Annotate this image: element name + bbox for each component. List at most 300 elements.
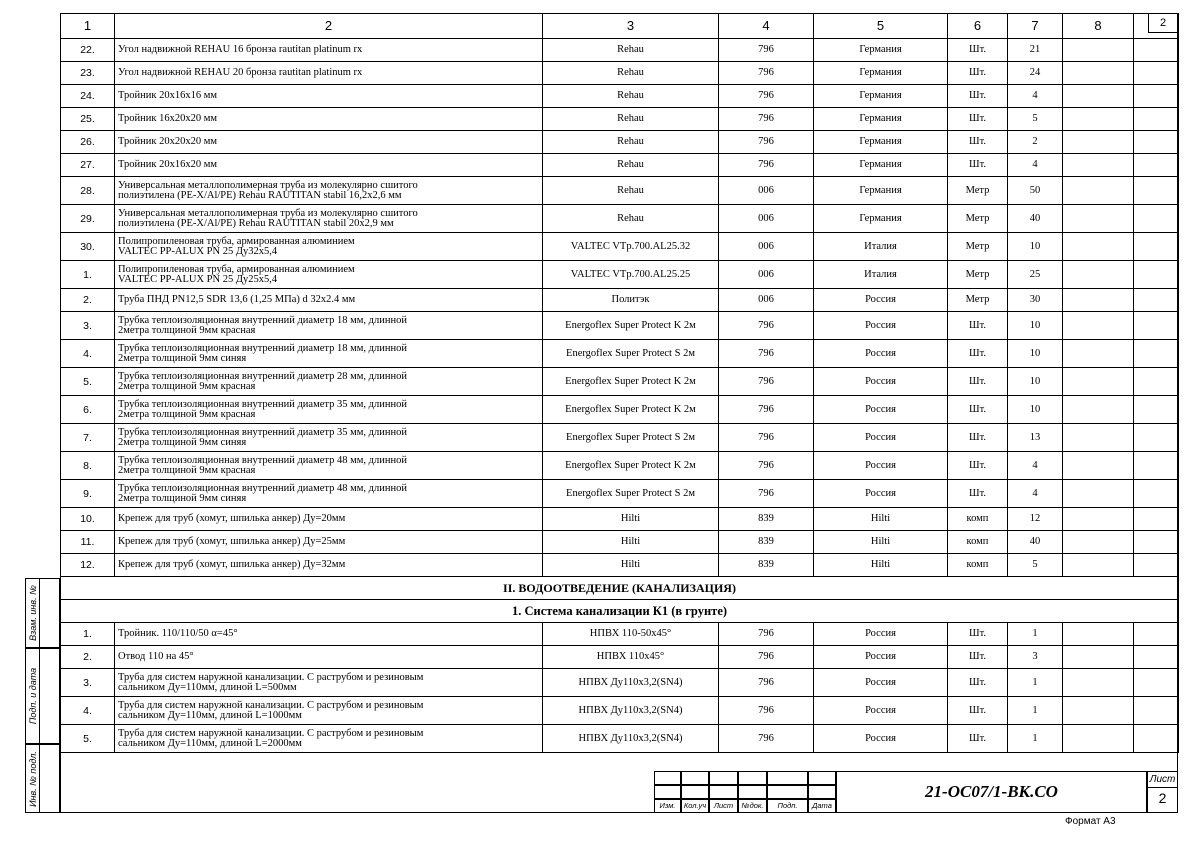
- item-mark: Hilti: [543, 508, 719, 531]
- item-name-line: Универсальная металлополимерная труба из молекулярно сшитого: [118, 207, 418, 219]
- item-code: 796: [719, 154, 814, 177]
- item-name: [115, 289, 543, 312]
- item-code: 839: [719, 508, 814, 531]
- item-name-line: Полипропиленовая труба, армированная алюминием: [118, 263, 355, 275]
- item-name-line: 2метра толщиной 9мм синяя: [118, 492, 247, 504]
- item-mark: Rehau: [543, 85, 719, 108]
- item-name: [115, 312, 543, 340]
- item-manufacturer: Россия: [814, 646, 948, 669]
- title-block-cell: [808, 785, 836, 799]
- side-label: Инв. № подл.: [27, 750, 38, 807]
- title-block-cell: [767, 785, 808, 799]
- row-number: 8.: [61, 452, 115, 480]
- row-number: 28.: [61, 177, 115, 205]
- item-col8: [1063, 312, 1134, 340]
- item-name-line: VALTEC PP-ALUX PN 25 Ду32х5,4: [118, 245, 278, 257]
- item-mark: НПВХ 110х45°: [543, 646, 719, 669]
- side-label: Взам. инв. №: [27, 585, 38, 641]
- section-header-row: [61, 577, 1179, 600]
- row-number: 29.: [61, 205, 115, 233]
- item-quantity: 10: [1008, 233, 1063, 261]
- item-name-line: Угол надвижной REHAU 20 бронза rautitan platinum rx: [118, 67, 363, 78]
- item-code: 006: [719, 261, 814, 289]
- row-number: 2.: [61, 646, 115, 669]
- item-unit: Шт.: [948, 368, 1008, 396]
- item-unit: Шт.: [948, 340, 1008, 368]
- row-number: 23.: [61, 62, 115, 85]
- column-header: 7: [1008, 14, 1063, 39]
- item-mark: Rehau: [543, 39, 719, 62]
- item-col9: [1134, 177, 1179, 205]
- row-number: 30.: [61, 233, 115, 261]
- title-block-cell: [767, 799, 808, 813]
- item-unit: Метр: [948, 233, 1008, 261]
- table-row: [61, 154, 1179, 177]
- item-manufacturer: Германия: [814, 62, 948, 85]
- item-quantity: 2: [1008, 131, 1063, 154]
- item-unit: Шт.: [948, 85, 1008, 108]
- item-col8: [1063, 340, 1134, 368]
- item-name-line: сальником Ду=110мм, длиной L=1000мм: [118, 709, 302, 721]
- table-row: [61, 623, 1179, 646]
- item-mark: Energoflex Super Protect K 2м: [543, 368, 719, 396]
- item-mark: Hilti: [543, 531, 719, 554]
- item-name: [115, 368, 543, 396]
- item-col8: [1063, 508, 1134, 531]
- item-manufacturer: Россия: [814, 424, 948, 452]
- item-code: 796: [719, 424, 814, 452]
- item-unit: Шт.: [948, 108, 1008, 131]
- item-col9: [1134, 289, 1179, 312]
- title-block-column-label: Подп.: [777, 801, 798, 810]
- item-unit: Шт.: [948, 646, 1008, 669]
- item-col9: [1134, 697, 1179, 725]
- item-col8: [1063, 646, 1134, 669]
- table-row: [61, 312, 1179, 340]
- item-name: [115, 697, 543, 725]
- item-name-line: сальником Ду=110мм, длиной L=2000мм: [118, 737, 302, 749]
- item-quantity: 40: [1008, 205, 1063, 233]
- item-col9: [1134, 623, 1179, 646]
- title-block-cell: [681, 771, 709, 785]
- item-manufacturer: Hilti: [814, 554, 948, 577]
- item-col8: [1063, 62, 1134, 85]
- item-code: 796: [719, 312, 814, 340]
- item-unit: Метр: [948, 261, 1008, 289]
- item-unit: комп: [948, 554, 1008, 577]
- item-mark: Energoflex Super Protect S 2м: [543, 424, 719, 452]
- row-number: 12.: [61, 554, 115, 577]
- item-manufacturer: Россия: [814, 669, 948, 697]
- item-col8: [1063, 669, 1134, 697]
- item-col8: [1063, 85, 1134, 108]
- item-mark: Rehau: [543, 62, 719, 85]
- row-number: 2.: [61, 289, 115, 312]
- item-unit: Шт.: [948, 39, 1008, 62]
- item-name-line: Трубка теплоизоляционная внутренний диаметр 48 мм, длинной: [118, 482, 407, 494]
- table-row: [61, 108, 1179, 131]
- item-name-line: Труба для систем наружной канализации. С раструбом и резиновым: [118, 727, 424, 739]
- side-label: Подп. и дата: [27, 667, 38, 725]
- item-name-line: Тройник. 110/110/50 α=45°: [118, 628, 238, 639]
- item-name-line: Крепеж для труб (хомут, шпилька анкер) Ду=25мм: [118, 536, 346, 547]
- item-code: 796: [719, 396, 814, 424]
- side-stamp-sign-date: [25, 648, 60, 744]
- row-number: 3.: [61, 312, 115, 340]
- title-block-cell: [654, 799, 681, 813]
- table-row: [61, 396, 1179, 424]
- item-manufacturer: Россия: [814, 623, 948, 646]
- item-unit: комп: [948, 531, 1008, 554]
- row-number: 25.: [61, 108, 115, 131]
- row-number: 26.: [61, 131, 115, 154]
- item-quantity: 40: [1008, 531, 1063, 554]
- table-row: [61, 177, 1179, 205]
- item-name-line: Труба ПНД PN12,5 SDR 13,6 (1,25 МПа) d 32х2.4 мм: [118, 294, 356, 305]
- item-manufacturer: Германия: [814, 131, 948, 154]
- item-col9: [1134, 131, 1179, 154]
- row-number: 4.: [61, 340, 115, 368]
- document-code: 21-ОС07/1-ВК.СО: [925, 782, 1058, 801]
- item-code: 796: [719, 340, 814, 368]
- title-block-cell: [654, 771, 681, 785]
- title-block-cell: [808, 771, 836, 785]
- row-number: 5.: [61, 368, 115, 396]
- item-col8: [1063, 233, 1134, 261]
- item-name-line: Крепеж для труб (хомут, шпилька анкер) Ду=20мм: [118, 513, 346, 524]
- item-quantity: 13: [1008, 424, 1063, 452]
- item-name-line: сальником Ду=110мм, длиной L=500мм: [118, 681, 297, 693]
- item-mark: Energoflex Super Protect K 2м: [543, 396, 719, 424]
- item-name-line: Трубка теплоизоляционная внутренний диаметр 18 мм, длинной: [118, 314, 407, 326]
- item-name-line: 2метра толщиной 9мм красная: [118, 464, 256, 476]
- item-name-line: Крепеж для труб (хомут, шпилька анкер) Ду=32мм: [118, 559, 346, 570]
- item-manufacturer: Германия: [814, 205, 948, 233]
- item-mark: VALTEC VTp.700.AL25.25: [543, 261, 719, 289]
- item-mark: Rehau: [543, 108, 719, 131]
- item-manufacturer: Россия: [814, 452, 948, 480]
- item-code: 796: [719, 131, 814, 154]
- item-col9: [1134, 154, 1179, 177]
- item-quantity: 1: [1008, 725, 1063, 753]
- item-manufacturer: Россия: [814, 368, 948, 396]
- item-name: [115, 480, 543, 508]
- item-col9: [1134, 368, 1179, 396]
- table-row: [61, 368, 1179, 396]
- table-row: [61, 508, 1179, 531]
- item-col9: [1134, 452, 1179, 480]
- item-unit: Шт.: [948, 62, 1008, 85]
- title-block-column-label: Лист: [713, 801, 734, 810]
- item-manufacturer: Германия: [814, 39, 948, 62]
- item-mark: НПВХ Ду110х3,2(SN4): [543, 697, 719, 725]
- column-header: 1: [61, 14, 115, 39]
- item-unit: Шт.: [948, 154, 1008, 177]
- item-mark: Политэк: [543, 289, 719, 312]
- item-manufacturer: Германия: [814, 85, 948, 108]
- row-number: 7.: [61, 424, 115, 452]
- column-header: 4: [719, 14, 814, 39]
- sheet-label: Лист: [1149, 774, 1176, 785]
- item-col8: [1063, 396, 1134, 424]
- item-col8: [1063, 554, 1134, 577]
- item-col9: [1134, 531, 1179, 554]
- item-name: [115, 205, 543, 233]
- item-col9: [1134, 646, 1179, 669]
- title-block-cell: [654, 785, 681, 799]
- row-number: 9.: [61, 480, 115, 508]
- column-header-row: [61, 14, 1179, 39]
- item-quantity: 50: [1008, 177, 1063, 205]
- item-code: 796: [719, 368, 814, 396]
- item-name: [115, 39, 543, 62]
- item-col9: [1134, 554, 1179, 577]
- table-row: [61, 62, 1179, 85]
- item-unit: Шт.: [948, 396, 1008, 424]
- item-quantity: 10: [1008, 396, 1063, 424]
- item-name: [115, 669, 543, 697]
- item-col9: [1134, 669, 1179, 697]
- item-col9: [1134, 108, 1179, 131]
- item-name-line: Трубка теплоизоляционная внутренний диаметр 28 мм, длинной: [118, 370, 407, 382]
- item-name-line: Тройник 20х16х20 мм: [118, 159, 218, 170]
- item-mark: Energoflex Super Protect S 2м: [543, 340, 719, 368]
- item-quantity: 5: [1008, 554, 1063, 577]
- item-name: [115, 623, 543, 646]
- title-block-cell: [709, 771, 738, 785]
- table-row: [61, 531, 1179, 554]
- item-col8: [1063, 480, 1134, 508]
- item-code: 006: [719, 205, 814, 233]
- item-col8: [1063, 424, 1134, 452]
- item-name-line: Универсальная металлополимерная труба из молекулярно сшитого: [118, 179, 418, 191]
- item-code: 796: [719, 62, 814, 85]
- item-unit: Шт.: [948, 480, 1008, 508]
- item-col9: [1134, 233, 1179, 261]
- item-name: [115, 554, 543, 577]
- title-block-cell: [738, 785, 767, 799]
- item-code: 796: [719, 697, 814, 725]
- table-row: [61, 205, 1179, 233]
- table-row: [61, 424, 1179, 452]
- title-block-cell: [709, 785, 738, 799]
- item-name-line: Трубка теплоизоляционная внутренний диаметр 18 мм, длинной: [118, 342, 407, 354]
- item-name-line: Труба для систем наружной канализации. С раструбом и резиновым: [118, 671, 424, 683]
- item-code: 796: [719, 669, 814, 697]
- item-name-line: Трубка теплоизоляционная внутренний диаметр 35 мм, длинной: [118, 426, 407, 438]
- item-name: [115, 452, 543, 480]
- item-col8: [1063, 154, 1134, 177]
- item-col9: [1134, 261, 1179, 289]
- item-manufacturer: Hilti: [814, 508, 948, 531]
- item-name: [115, 725, 543, 753]
- item-code: 796: [719, 646, 814, 669]
- row-number: 11.: [61, 531, 115, 554]
- table-row: [61, 289, 1179, 312]
- item-code: 006: [719, 289, 814, 312]
- item-name: [115, 131, 543, 154]
- item-col9: [1134, 205, 1179, 233]
- item-col8: [1063, 623, 1134, 646]
- table-row: [61, 261, 1179, 289]
- item-name: [115, 177, 543, 205]
- item-manufacturer: Россия: [814, 697, 948, 725]
- table-row: [61, 554, 1179, 577]
- item-code: 839: [719, 531, 814, 554]
- table-row: [61, 85, 1179, 108]
- item-mark: Rehau: [543, 131, 719, 154]
- item-quantity: 4: [1008, 480, 1063, 508]
- item-manufacturer: Россия: [814, 289, 948, 312]
- item-col9: [1134, 312, 1179, 340]
- item-col9: [1134, 85, 1179, 108]
- item-name-line: Трубка теплоизоляционная внутренний диаметр 48 мм, длинной: [118, 454, 407, 466]
- item-unit: Шт.: [948, 697, 1008, 725]
- item-quantity: 4: [1008, 85, 1063, 108]
- item-name: [115, 508, 543, 531]
- item-unit: Шт.: [948, 424, 1008, 452]
- item-unit: Шт.: [948, 725, 1008, 753]
- table-row: [61, 131, 1179, 154]
- title-block-cell: [767, 771, 808, 785]
- item-name-line: полиэтилена (PE-X/Al/PE) Rehau RAUTITAN stabil 16,2х2,6 мм: [118, 189, 402, 201]
- item-mark: Rehau: [543, 205, 719, 233]
- item-quantity: 1: [1008, 669, 1063, 697]
- item-name-line: VALTEC PP-ALUX PN 25 Ду25х5,4: [118, 273, 278, 285]
- item-manufacturer: Германия: [814, 108, 948, 131]
- title-block-column-label: №док.: [741, 801, 764, 810]
- item-code: 006: [719, 233, 814, 261]
- item-quantity: 30: [1008, 289, 1063, 312]
- row-number: 3.: [61, 669, 115, 697]
- item-code: 796: [719, 725, 814, 753]
- item-unit: Метр: [948, 205, 1008, 233]
- column-header: 3: [543, 14, 719, 39]
- item-col9: [1134, 396, 1179, 424]
- title-block-cell: [681, 785, 709, 799]
- item-code: 006: [719, 177, 814, 205]
- item-name: [115, 396, 543, 424]
- item-col8: [1063, 531, 1134, 554]
- title-block-cell: [808, 799, 836, 813]
- item-manufacturer: Россия: [814, 340, 948, 368]
- title-block-sheet-cell: [1147, 771, 1178, 813]
- item-mark: НПВХ Ду110х3,2(SN4): [543, 725, 719, 753]
- item-col8: [1063, 205, 1134, 233]
- item-quantity: 4: [1008, 452, 1063, 480]
- table-row: [61, 39, 1179, 62]
- item-code: 839: [719, 554, 814, 577]
- item-col8: [1063, 289, 1134, 312]
- item-code: 796: [719, 39, 814, 62]
- title-block-cell: [681, 799, 709, 813]
- section-title: II. ВОДООТВЕДЕНИЕ (КАНАЛИЗАЦИЯ): [61, 577, 1179, 600]
- row-number: 1.: [61, 261, 115, 289]
- item-col9: [1134, 725, 1179, 753]
- item-col9: [1134, 424, 1179, 452]
- item-name: [115, 108, 543, 131]
- item-name: [115, 261, 543, 289]
- row-number: 22.: [61, 39, 115, 62]
- item-name-line: 2метра толщиной 9мм красная: [118, 380, 256, 392]
- item-name-line: Угол надвижной REHAU 16 бронза rautitan platinum rx: [118, 44, 363, 55]
- item-manufacturer: Hilti: [814, 531, 948, 554]
- item-col8: [1063, 108, 1134, 131]
- table-row: [61, 697, 1179, 725]
- column-header: 8: [1063, 14, 1134, 39]
- item-name-line: 2метра толщиной 9мм красная: [118, 408, 256, 420]
- item-name: [115, 340, 543, 368]
- item-quantity: 10: [1008, 340, 1063, 368]
- column-header: 6: [948, 14, 1008, 39]
- subsection-title: 1. Система канализации К1 (в грунте): [61, 600, 1179, 623]
- item-name-line: 2метра толщиной 9мм красная: [118, 324, 256, 336]
- item-name-line: 2метра толщиной 9мм синяя: [118, 352, 247, 364]
- item-mark: Hilti: [543, 554, 719, 577]
- item-mark: Rehau: [543, 177, 719, 205]
- item-name-line: Тройник 20х16х16 мм: [118, 90, 218, 101]
- side-stamp-replaced-inv: [25, 578, 60, 648]
- row-number: 24.: [61, 85, 115, 108]
- sheet-number: 2: [1158, 790, 1167, 806]
- item-mark: VALTEC VTp.700.AL25.32: [543, 233, 719, 261]
- item-manufacturer: Россия: [814, 725, 948, 753]
- row-number: 27.: [61, 154, 115, 177]
- title-block-column-label: Кол.уч: [683, 801, 707, 810]
- item-quantity: 4: [1008, 154, 1063, 177]
- item-col8: [1063, 368, 1134, 396]
- title-block-cell: [738, 799, 767, 813]
- item-unit: Шт.: [948, 452, 1008, 480]
- item-name-line: Труба для систем наружной канализации. С раструбом и резиновым: [118, 699, 424, 711]
- table-row: [61, 646, 1179, 669]
- subsection-header-row: [61, 600, 1179, 623]
- item-quantity: 21: [1008, 39, 1063, 62]
- item-code: 796: [719, 623, 814, 646]
- item-col9: [1134, 62, 1179, 85]
- item-quantity: 3: [1008, 646, 1063, 669]
- title-block-cell: [738, 771, 767, 785]
- item-unit: Шт.: [948, 623, 1008, 646]
- item-manufacturer: Россия: [814, 396, 948, 424]
- table-row: [61, 669, 1179, 697]
- item-col8: [1063, 261, 1134, 289]
- item-col8: [1063, 39, 1134, 62]
- item-name-line: Тройник 20х20х20 мм: [118, 136, 218, 147]
- title-block-column-label: Изм.: [659, 801, 676, 810]
- item-name-line: полиэтилена (PE-X/Al/PE) Rehau RAUTITAN stabil 20х2,9 мм: [118, 217, 394, 229]
- item-name-line: Трубка теплоизоляционная внутренний диаметр 35 мм, длинной: [118, 398, 407, 410]
- item-code: 796: [719, 452, 814, 480]
- item-code: 796: [719, 480, 814, 508]
- item-unit: Шт.: [948, 669, 1008, 697]
- column-header: 5: [814, 14, 948, 39]
- item-unit: Метр: [948, 289, 1008, 312]
- item-col8: [1063, 697, 1134, 725]
- item-name: [115, 233, 543, 261]
- table-row: [61, 725, 1179, 753]
- item-col8: [1063, 177, 1134, 205]
- item-name: [115, 85, 543, 108]
- item-code: 796: [719, 85, 814, 108]
- item-manufacturer: Германия: [814, 177, 948, 205]
- title-block-cell: [709, 799, 738, 813]
- item-name-line: Тройник 16х20х20 мм: [118, 113, 218, 124]
- item-col8: [1063, 452, 1134, 480]
- item-name: [115, 424, 543, 452]
- row-number: 10.: [61, 508, 115, 531]
- specification-table: [60, 13, 1179, 753]
